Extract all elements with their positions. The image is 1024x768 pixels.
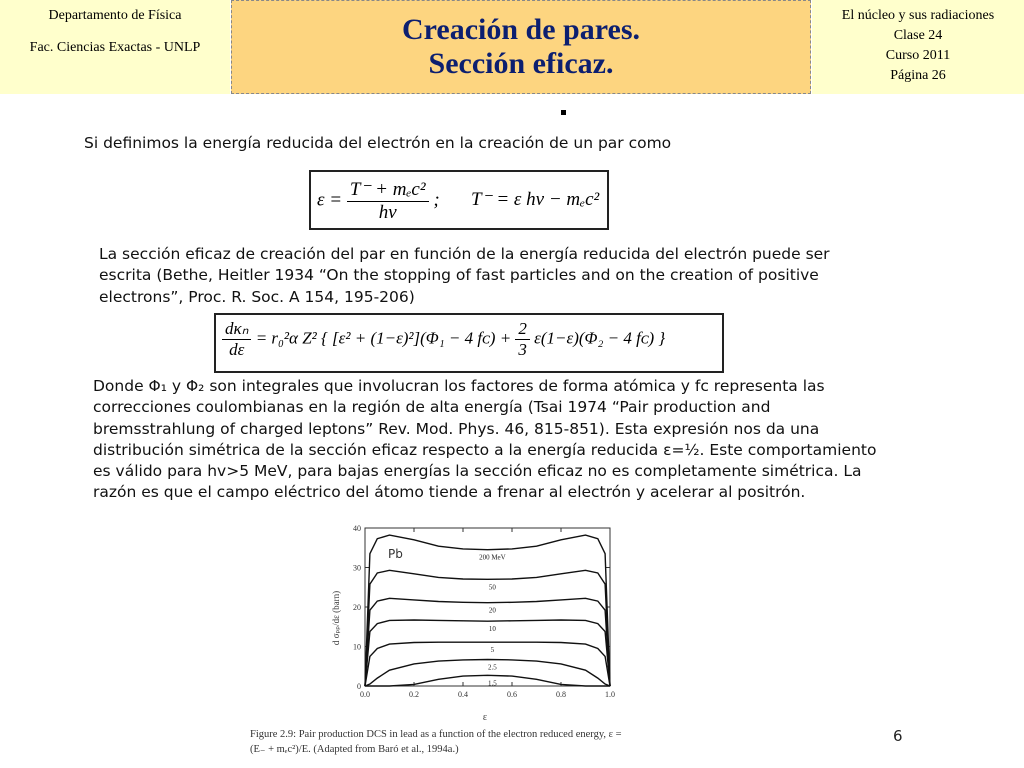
intro-text: Si definimos la energía reducida del electrón en la creación de un par como (84, 134, 672, 152)
slide-title-line1: Creación de pares. (401, 13, 641, 46)
y-tick-label: 10 (353, 642, 361, 652)
header-right-panel (812, 0, 1024, 94)
x-tick-label: 0.6 (507, 690, 517, 699)
paragraph-form-factors (93, 376, 913, 504)
x-tick-label: 0.4 (458, 690, 468, 699)
eq2-frac-denominator: 3 (518, 340, 527, 359)
page-number: 6 (893, 727, 903, 745)
course-year: Curso 2011 (885, 48, 951, 63)
equation-cross-section (214, 313, 724, 373)
para2-line: Donde Φ₁ y Φ₂ son integrales que involucran los factores de forma atómica y fᴄ representa las (93, 377, 825, 395)
eq2-frac-numerator: 2 (515, 319, 530, 340)
series-label: 1.5 (488, 679, 497, 688)
page-label: Página 26 (890, 68, 946, 83)
series-label: 2.5 (488, 663, 497, 672)
element-label: Pb (388, 547, 403, 561)
x-tick-label: 1.0 (605, 690, 615, 699)
para2-line: distribución simétrica de la sección eficaz respecto a la energía reducida ε=½. Este comportamiento (93, 440, 877, 459)
equation-reduced-energy (309, 170, 609, 230)
x-tick-label: 0.0 (360, 690, 370, 699)
caption-line: Figure 2.9: Pair production DCS in lead as a function of the electron reduced energy, ε = (250, 729, 622, 740)
para1-line: escrita (Bethe, Heitler 1934 “On the stopping of fast particles and on the creation of positive (99, 266, 819, 285)
eq2-lhs-denominator: dε (229, 340, 245, 359)
figure-caption (250, 727, 700, 757)
series-label: 20 (488, 606, 496, 615)
para1-line: La sección eficaz de creación del par en función de la energía reducida del electrón puede ser (99, 245, 830, 263)
eq1-lhs: ε = (317, 189, 343, 211)
para2-line: razón es que el campo eléctrico del átomo tiende a frenar al electrón y acelerar al positrón. (93, 483, 806, 502)
class-number: Clase 24 (893, 28, 943, 43)
para1-line: electrons”, Proc. R. Soc. A 154, 195-206) (99, 287, 415, 306)
faculty-label: Fac. Ciencias Exactas - UNLP (29, 40, 201, 55)
eq1-numerator: T⁻ + mₑc² (347, 178, 429, 202)
para2-line: es válido para hv>5 MeV, para bajas energías la sección eficaz no es completamente simétrica. La (93, 462, 862, 481)
eq1-denominator: hν (378, 202, 397, 223)
pair-production-chart (325, 518, 625, 723)
eq2-part1: = r₀²α Z² { [ε² + (1−ε)²](Φ₁ − 4 fᴄ) + (255, 328, 512, 348)
y-tick-label: 20 (353, 603, 361, 612)
course-name: El núcleo y sus radiaciones (841, 8, 995, 23)
x-tick-label: 0.8 (556, 690, 566, 699)
series-label: 50 (488, 583, 496, 592)
caption-line: (E₋ + mₑc²)/E. (Adapted from Baró et al., 1994a.) (250, 744, 459, 755)
eq1-fraction (347, 178, 429, 224)
eq1-rhs: T⁻ = ε hν − mₑc² (471, 189, 600, 210)
header-title-panel (231, 0, 811, 94)
eq2-two-thirds (515, 319, 530, 360)
series-line (365, 620, 610, 686)
y-axis-label: d σₚₚ/dε (barn) (331, 590, 341, 646)
para2-line: bremsstrahlung of charged leptons” Rev. Mod. Phys. 46, 815-851). Esta expresión nos da una (93, 419, 820, 438)
header-left-panel (0, 0, 230, 94)
para2-line: correcciones coulombianas en la región de alta energía (Tsai 1974 “Pair production and (93, 398, 771, 417)
eq1-separator: ; (433, 189, 440, 211)
eq2-part2: ε(1−ε)(Φ₂ − 4 fᴄ) } (534, 328, 666, 348)
eq2-lhs-fraction (222, 319, 251, 360)
y-tick-label: 40 (353, 524, 361, 533)
department-label: Departamento de Física (48, 8, 182, 23)
eq2-lhs-numerator: dκₙ (222, 319, 251, 340)
series-label: 200 MeV (479, 553, 506, 562)
slide-title-line2: Sección eficaz. (428, 47, 614, 80)
series-label: 10 (488, 625, 496, 634)
y-tick-label: 30 (353, 563, 361, 573)
paragraph-bethe-heitler (99, 244, 899, 308)
x-axis-label: ε (482, 712, 488, 723)
x-tick-label: 0.2 (409, 690, 419, 699)
series-label: 5 (490, 646, 495, 655)
y-tick-label: 0 (357, 682, 361, 691)
title-dot (561, 110, 566, 115)
